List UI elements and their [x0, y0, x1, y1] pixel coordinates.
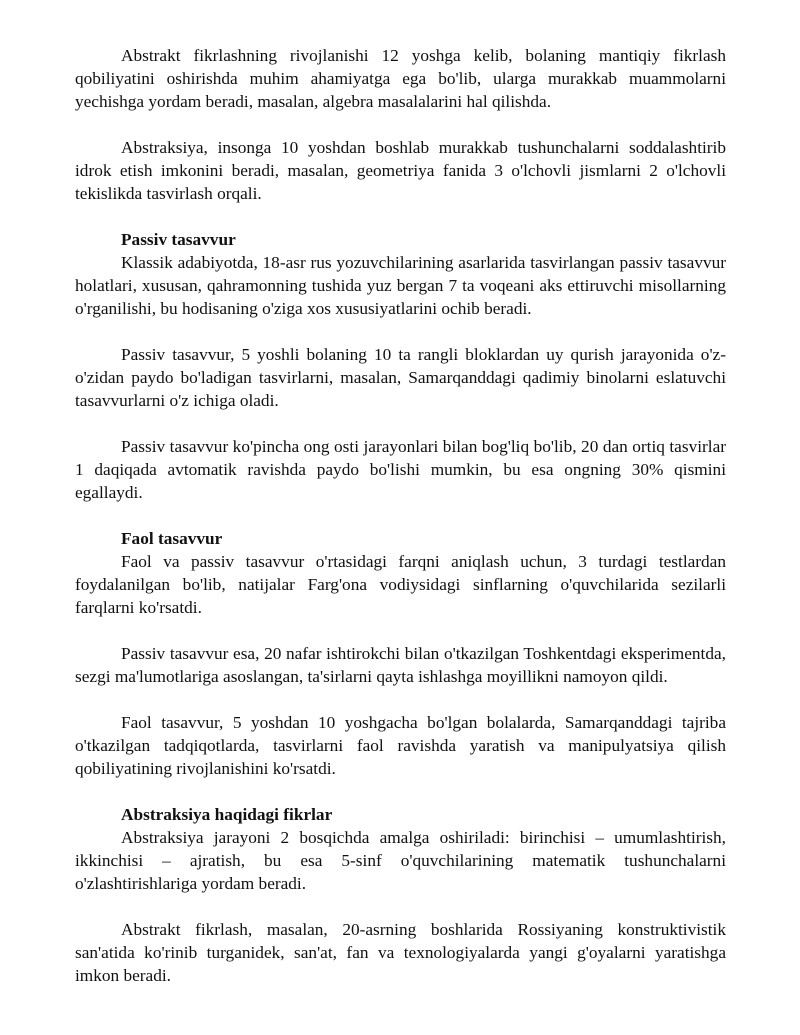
paragraph-abstract-constructivism: Abstrakt fikrlash, masalan, 20-asrning boshlarida Rossiyaning konstruktivistik san'atida ko'rinib turganidek, san'at, fan va texnologiyalarda yangi g'oyalarni yaratishga imkon beradi.	[75, 920, 726, 985]
paragraph-abstraction-age: Abstraksiya, insonga 10 yoshdan boshlab murakkab tushunchalarni soddalashtirib idrok etish imkonini beradi, masalan, geometriya fanida 3 o'lchovli jismlarni 2 o'lchovli tekislikda tasvirlash orqali.	[75, 138, 726, 203]
paragraph-classic-literature: Klassik adabiyotda, 18-asr rus yozuvchilarining asarlarida tasvirlangan passiv tasavvur holatlari, xususan, qahramonning tushida yuz bergan 7 ta voqeani aks ettiruvchi misollarning o'rganilishi, bu hodisaning o'ziga xos xususiyatlarini ochib beradi.	[75, 253, 726, 318]
heading-active-imagination: Faol tasavvur	[121, 529, 223, 548]
heading-passive-imagination: Passiv tasavvur	[121, 230, 236, 249]
paragraph-passive-experiment: Passiv tasavvur esa, 20 nafar ishtirokchi bilan o'tkazilgan Toshkentdagi eksperimentda, sezgi ma'lumotlariga asoslangan, ta'sirlarni qayta ishlashga moyillikni namoyon qildi.	[75, 644, 726, 686]
paragraph-passive-blocks: Passiv tasavvur, 5 yoshli bolaning 10 ta rangli bloklardan uy qurish jarayonida o'z-o'zidan paydo bo'ladigan tasvirlarni, masalan, Samarqanddagi qadimiy binolarni eslatuvchi tasavvurlarni o'z ichiga oladi.	[75, 345, 726, 410]
heading-abstraction-thoughts: Abstraksiya haqidagi fikrlar	[121, 805, 333, 824]
paragraph-passive-subconscious: Passiv tasavvur ko'pincha ong osti jarayonlari bilan bog'liq bo'lib, 20 dan ortiq tasvirlar 1 daqiqada avtomatik ravishda paydo bo'lishi mumkin, bu esa ongning 30% qismini egallaydi.	[75, 437, 726, 502]
document-page	[75, 44, 726, 987]
paragraph-active-vs-passive: Faol va passiv tasavvur o'rtasidagi farqni aniqlash uchun, 3 turdagi testlardan foydalanilgan bo'lib, natijalar Farg'ona vodiysidagi sinflarning o'quvchilarida sezilarli farqlarni ko'rsatdi.	[75, 552, 726, 617]
paragraph-active-children: Faol tasavvur, 5 yoshdan 10 yoshgacha bo'lgan bolalarda, Samarqanddagi tajriba o'tkazilgan tadqiqotlarda, tasvirlarni faol ravishda yaratish va manipulyatsiya qilish qobiliyatining rivojlanishini ko'rsatdi.	[75, 713, 726, 778]
paragraph-abstraction-stages: Abstraksiya jarayoni 2 bosqichda amalga oshiriladi: birinchisi – umumlashtirish, ikkinchisi – ajratish, bu esa 5-sinf o'quvchilarining matematik tushunchalarni o'zlashtirishlariga yordam beradi.	[75, 828, 726, 893]
paragraph-abstract-thinking: Abstrakt fikrlashning rivojlanishi 12 yoshga kelib, bolaning mantiqiy fikrlash qobiliyatini oshirishda muhim ahamiyatga ega bo'lib, ularga murakkab muammolarni yechishga yordam beradi, masalan, algebra masalalarini hal qilishda.	[75, 46, 726, 111]
